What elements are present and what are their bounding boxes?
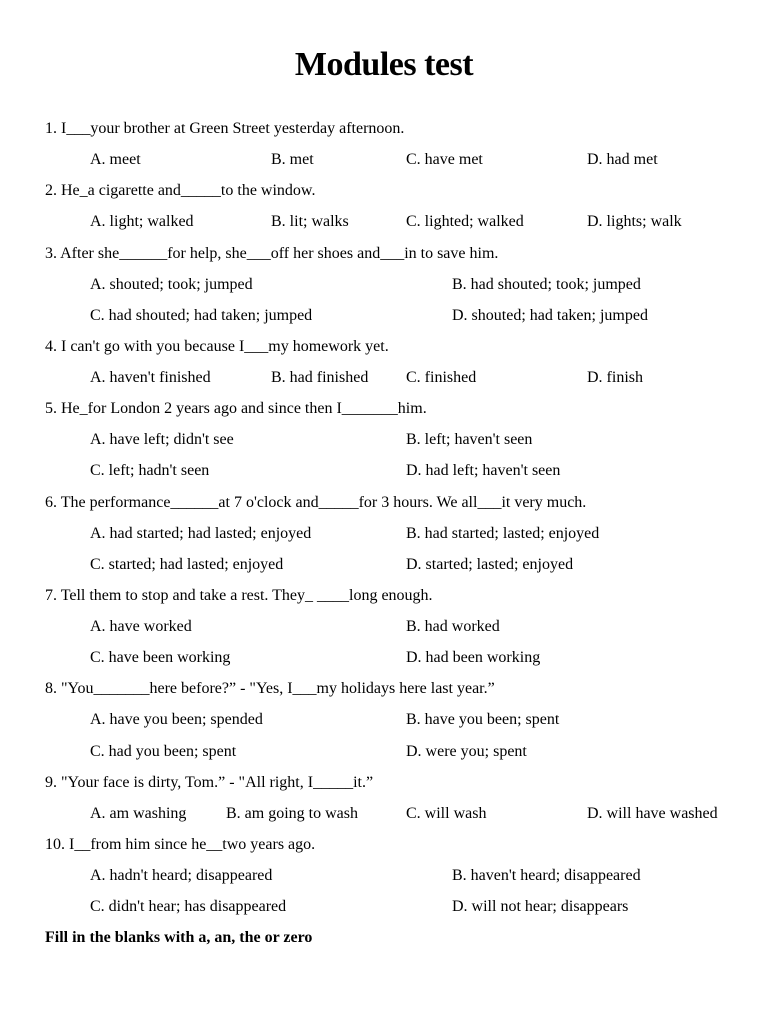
q8-option-d: D. were you; spent — [406, 743, 527, 760]
q2-option-b: B. lit; walks — [271, 213, 349, 230]
q7-option-b: B. had worked — [406, 618, 500, 635]
q7-option-c: C. have been working — [90, 649, 231, 666]
q8-option-b: B. have you been; spent — [406, 711, 560, 728]
question-9: 9. "Your face is dirty, Tom.” - "All right, I_____it.” — [45, 774, 374, 791]
q9-option-a: A. am washing — [90, 805, 187, 822]
q5-option-b: B. left; haven't seen — [406, 431, 533, 448]
q3-option-a: A. shouted; took; jumped — [90, 276, 253, 293]
q10-option-c: C. didn't hear; has disappeared — [90, 898, 287, 915]
q9-option-c: C. will wash — [406, 805, 487, 822]
q4-option-c: C. finished — [406, 369, 477, 386]
q6-option-a: A. had started; had lasted; enjoyed — [90, 525, 312, 542]
q4-option-d: D. finish — [587, 369, 643, 386]
question-2: 2. He_a cigarette and_____to the window. — [45, 182, 316, 199]
q10-option-a: A. hadn't heard; disappeared — [90, 867, 273, 884]
q5-option-a: A. have left; didn't see — [90, 431, 234, 448]
q4-option-b: B. had finished — [271, 369, 369, 386]
q1-option-d: D. had met — [587, 151, 658, 168]
q3-option-d: D. shouted; had taken; jumped — [452, 307, 648, 324]
q3-option-c: C. had shouted; had taken; jumped — [90, 307, 313, 324]
q9-option-d: D. will have washed — [587, 805, 718, 822]
q2-option-d: D. lights; walk — [587, 213, 682, 230]
question-7: 7. Tell them to stop and take a rest. They_ ____long enough. — [45, 587, 433, 604]
q2-option-c: C. lighted; walked — [406, 213, 524, 230]
q7-option-d: D. had been working — [406, 649, 541, 666]
q5-option-c: C. left; hadn't seen — [90, 462, 210, 479]
q8-option-c: C. had you been; spent — [90, 743, 237, 760]
question-5: 5. He_for London 2 years ago and since then I_______him. — [45, 400, 427, 417]
question-1: 1. I___your brother at Green Street yesterday afternoon. — [45, 120, 405, 137]
question-8: 8. "You_______here before?” - "Yes, I___my holidays here last year.” — [45, 680, 495, 697]
q8-option-a: A. have you been; spended — [90, 711, 263, 728]
q7-option-a: A. have worked — [90, 618, 192, 635]
q10-option-b: B. haven't heard; disappeared — [452, 867, 641, 884]
section-heading: Fill in the blanks with a, an, the or zero — [45, 929, 313, 946]
q1-option-b: B. met — [271, 151, 314, 168]
question-10: 10. I__from him since he__two years ago. — [45, 836, 316, 853]
question-3: 3. After she______for help, she___off her shoes and___in to save him. — [45, 245, 499, 262]
q10-option-d: D. will not hear; disappears — [452, 898, 629, 915]
q1-option-c: C. have met — [406, 151, 483, 168]
q6-option-c: C. started; had lasted; enjoyed — [90, 556, 284, 573]
page-title: Modules test — [294, 46, 474, 83]
q2-option-a: A. light; walked — [90, 213, 194, 230]
q4-option-a: A. haven't finished — [90, 369, 211, 386]
question-6: 6. The performance______at 7 o'clock and_____for 3 hours. We all___it very much. — [45, 494, 587, 511]
q5-option-d: D. had left; haven't seen — [406, 462, 561, 479]
q6-option-d: D. started; lasted; enjoyed — [406, 556, 574, 573]
q3-option-b: B. had shouted; took; jumped — [452, 276, 641, 293]
q1-option-a: A. meet — [90, 151, 141, 168]
q6-option-b: B. had started; lasted; enjoyed — [406, 525, 600, 542]
q9-option-b: B. am going to wash — [226, 805, 358, 822]
question-4: 4. I can't go with you because I___my homework yet. — [45, 338, 389, 355]
